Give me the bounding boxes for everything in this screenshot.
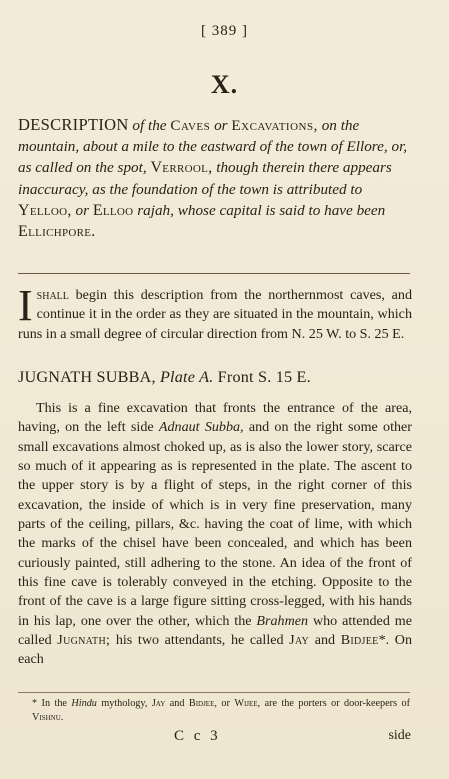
main-smallcaps: Jay (289, 632, 310, 649)
intro-paragraph (18, 281, 412, 344)
footnote-italic: Hindu (71, 698, 97, 709)
main-paragraph (18, 399, 412, 670)
intro-text: begin this description from the northernmost caves, and continue it in the order as they are situated in the mountain, which runs in a small degree of circular direction from N. 25 W. to S. 25 E. (18, 287, 412, 342)
main-text: and on the right some other small excavations almost choked up, as is also the lower story, scarce so much of it appearing as is represented in the plate. The ascent to the upper story is by a flight of steps, in the right corner of this excavation, the inside of which is in very fine preservation, many parts of the ceiling, pillars, &c. having the coat of lime, with which the marks of the chisel have been concealed, and which has been curiously painted, still adhering to the stone. An idea of the front of this fine cave is tolerably conveyed in the etching. Opposite to the front of the cave is a large figure sitting cross-legged, with his hands in his lap, one over the other, which the (18, 419, 413, 629)
footnote-smallcaps: Vishnu. (32, 711, 64, 723)
heading-smallcaps: Caves (170, 117, 211, 134)
heading-smallcaps: Ellichpore. (18, 223, 96, 241)
footnote-smallcaps: Bidjee, (188, 698, 217, 709)
main-text: and (309, 632, 341, 649)
section-plate: Plate A. (159, 368, 214, 386)
section-title (18, 368, 416, 387)
main-smallcaps: Jugnath; (57, 632, 111, 649)
intro-smallcaps: shall (36, 287, 69, 303)
main-text: his two attendants, he called (110, 632, 290, 649)
drop-cap: I (18, 281, 33, 330)
heading-smallcaps: Yelloo, (18, 201, 72, 219)
main-italic: Adnaut Subba, (158, 419, 244, 436)
heading-text: of the (128, 117, 171, 134)
footnote-text: or (216, 698, 235, 709)
heading-text: though therein there appears inaccuracy, as the foundation of the town is attributed to (18, 159, 392, 198)
heading-lead-word: DESCRIPTION (18, 115, 129, 134)
heading-smallcaps: Elloo (92, 201, 134, 219)
page-number: [ 389 ] (201, 23, 248, 39)
catchword: side (388, 728, 411, 743)
heading-text: or (210, 117, 232, 134)
section-front: Front S. 15 E. (213, 368, 311, 386)
heading-text: or (71, 201, 93, 219)
footnote-text: mythology, (96, 698, 152, 709)
chapter-heading (18, 114, 416, 242)
main-text: This is a fine excavation that fronts the entrance of the area, having, on the left side (18, 400, 412, 436)
heading-smallcaps: Verrool, (150, 159, 213, 177)
footnote (32, 697, 410, 724)
footnote-text: and (165, 698, 189, 709)
heading-smallcaps: Excavations, (231, 117, 318, 134)
footnote-divider (18, 692, 410, 693)
footnote-smallcaps: Wijee, (234, 698, 261, 709)
main-text: *. On each (18, 632, 412, 668)
footnote-smallcaps: Jay (151, 698, 166, 709)
heading-text: on the mountain, about a mile to the eastward of the town of Ellore, or, as called on the spot, (18, 117, 408, 177)
footnote-text: are the porters or door-keepers of (260, 698, 410, 709)
chapter-numeral: X. (210, 70, 239, 99)
main-smallcaps: Bidjee (340, 632, 379, 649)
heading-divider (18, 273, 410, 274)
section-name: JUGNATH SUBBA, (18, 368, 160, 386)
main-italic: Brahmen (256, 612, 309, 629)
main-text: who attended me called (18, 612, 412, 649)
heading-text: rajah, whose capital is said to have been (133, 201, 386, 219)
signature-mark: C c 3 (174, 728, 221, 744)
footnote-text: * In the (32, 698, 72, 709)
